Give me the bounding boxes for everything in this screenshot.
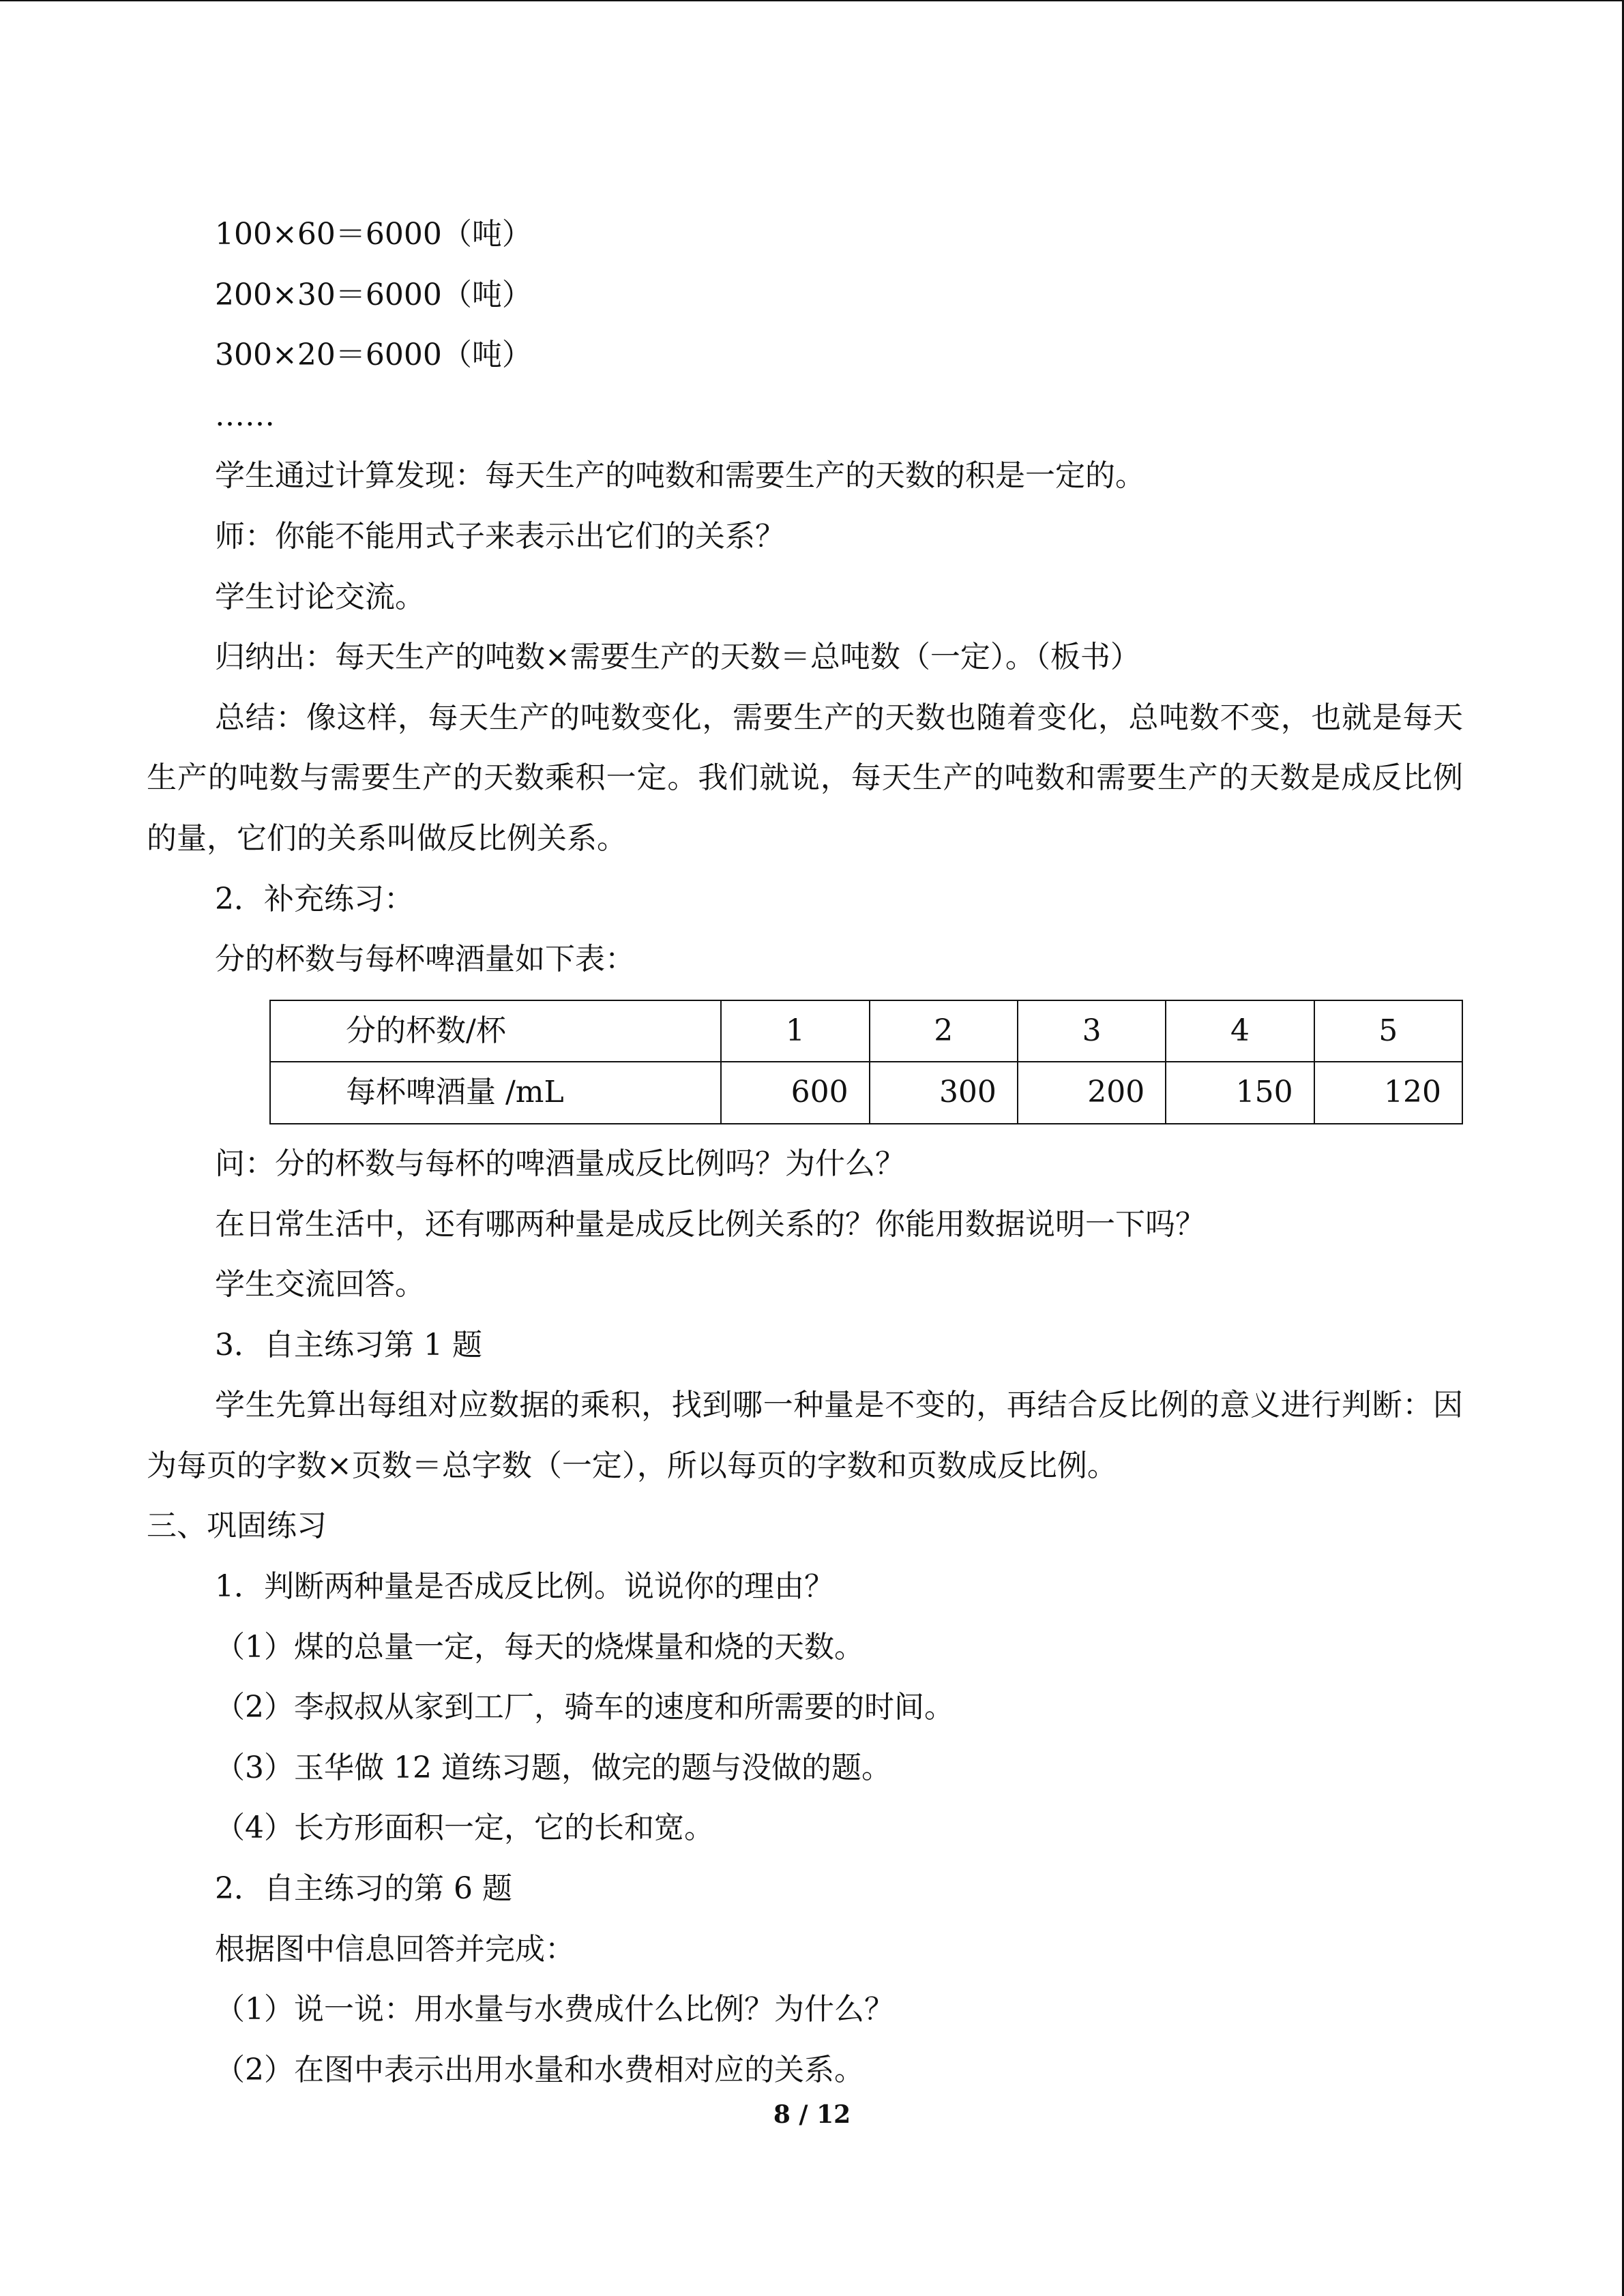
table-cell: 2 <box>870 1000 1018 1062</box>
text-line: 200×30＝6000（吨） <box>215 277 532 312</box>
text-line: （2）在图中表示出用水量和水费相对应的关系。 <box>215 2052 864 2087</box>
beer-cup-table <box>269 1000 1463 1124</box>
table-cell: 600 <box>721 1062 869 1124</box>
table-cell: 120 <box>1314 1062 1462 1124</box>
text-block-bottom <box>147 1134 1463 2101</box>
text-line: 2．自主练习的第 6 题 <box>215 1871 512 1907</box>
text-line: 学生交流回答。 <box>215 1267 425 1302</box>
table-cell: 150 <box>1166 1062 1314 1124</box>
paragraph: 总结：像这样，每天生产的吨数变化，需要生产的天数也随着变化，总吨数不变，也就是每天生产的吨数与需要生产的天数乘积一定。我们就说，每天生产的吨数和需要生产的天数是成反比例的量，它们的关系叫做反比例关系。 <box>147 700 1463 856</box>
text-line: 学生讨论交流。 <box>215 579 425 614</box>
table-cell: 5 <box>1314 1000 1462 1062</box>
table-cell: 300 <box>870 1062 1018 1124</box>
table-row <box>270 1062 1462 1124</box>
text-line: 三、巩固练习 <box>147 1508 327 1544</box>
text-line: 归纳出：每天生产的吨数×需要生产的天数＝总吨数（一定）。（板书） <box>215 640 1140 675</box>
text-line: 根据图中信息回答并完成： <box>215 1931 575 1967</box>
text-line: （3）玉华做 12 道练习题，做完的题与没做的题。 <box>215 1750 891 1785</box>
text-line: （2）李叔叔从家到工厂，骑车的速度和所需要的时间。 <box>215 1690 954 1725</box>
text-line: （1）说一说：用水量与水费成什么比例？为什么？ <box>215 1992 894 2027</box>
text-line: 2．补充练习： <box>215 881 414 916</box>
text-line: 分的杯数与每杯啤酒量如下表： <box>215 942 635 977</box>
text-line: 100×60＝6000（吨） <box>215 217 532 252</box>
text-line: 3．自主练习第 1 题 <box>215 1327 482 1362</box>
table-cell: 3 <box>1018 1000 1166 1062</box>
table-row-label: 每杯啤酒量 /mL <box>270 1062 721 1124</box>
text-line: （4）长方形面积一定，它的长和宽。 <box>215 1810 714 1846</box>
table-cell: 4 <box>1166 1000 1314 1062</box>
text-line: 问：分的杯数与每杯的啤酒量成反比例吗？为什么？ <box>215 1146 905 1181</box>
text-line: 师：你能不能用式子来表示出它们的关系？ <box>215 518 785 554</box>
text-line: 300×20＝6000（吨） <box>215 338 532 373</box>
text-line: …… <box>215 398 275 433</box>
page-number: 8 / 12 <box>773 2100 851 2129</box>
text-line: （1）煤的总量一定，每天的烧煤量和烧的天数。 <box>215 1629 864 1665</box>
document-body <box>147 205 1463 2100</box>
table-cell: 200 <box>1018 1062 1166 1124</box>
text-line: 学生通过计算发现：每天生产的吨数和需要生产的天数的积是一定的。 <box>215 458 1145 494</box>
text-block-top <box>147 205 1463 990</box>
table-row <box>270 1000 1462 1062</box>
paragraph: 学生先算出每组对应数据的乘积，找到哪一种量是不变的，再结合反比例的意义进行判断：因为每页的字数×页数＝总字数（一定），所以每页的字数和页数成反比例。 <box>147 1388 1463 1483</box>
page-top-border <box>0 0 1623 3</box>
table-cell: 1 <box>721 1000 869 1062</box>
table-row-label: 分的杯数/杯 <box>270 1000 721 1062</box>
text-line: 在日常生活中，还有哪两种量是成反比例关系的？你能用数据说明一下吗？ <box>215 1206 1205 1242</box>
text-line: 1．判断两种量是否成反比例。说说你的理由？ <box>215 1569 834 1605</box>
